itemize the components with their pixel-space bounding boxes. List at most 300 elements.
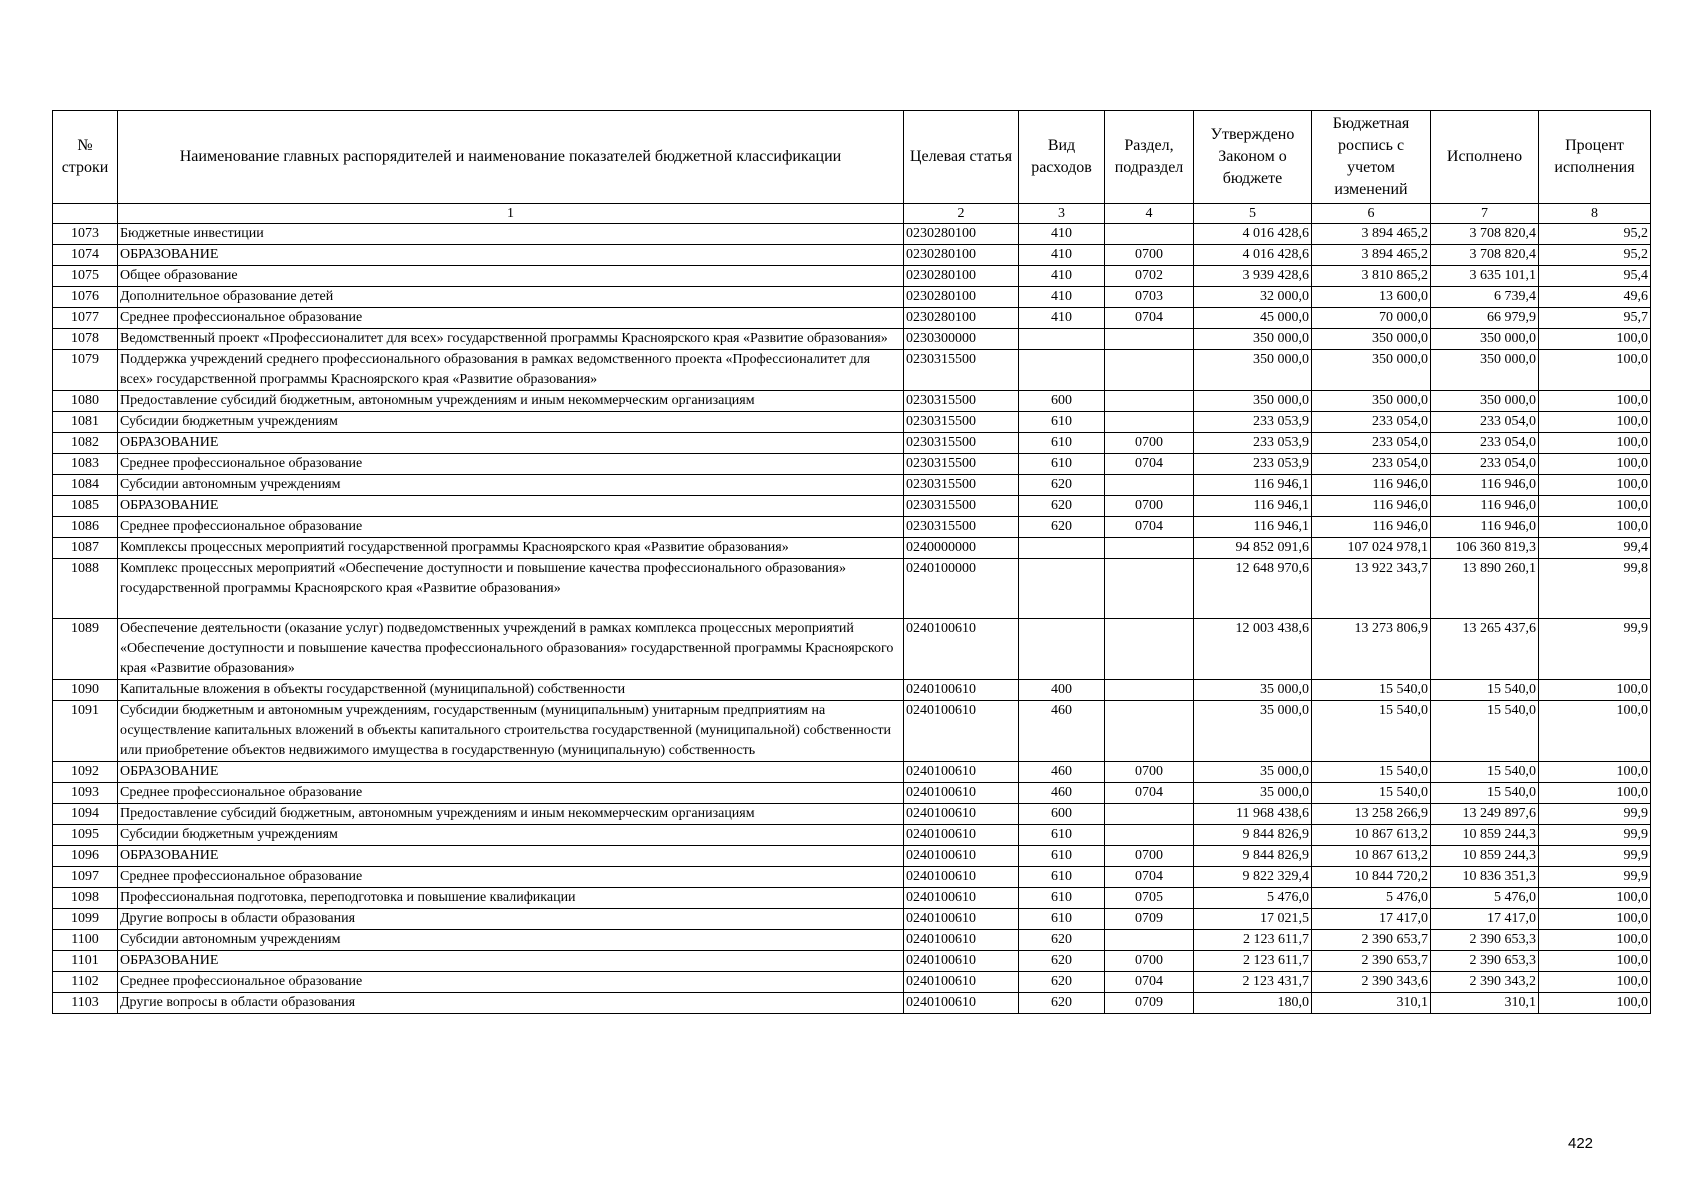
cell-budget-list: 2 390 653,7: [1312, 930, 1431, 951]
cell-target-article: 0240100610: [904, 825, 1019, 846]
cell-row-number: 1095: [53, 825, 118, 846]
cell-expense-type: 460: [1019, 701, 1105, 762]
cell-section: 0704: [1105, 972, 1194, 993]
cell-target-article: 0230315500: [904, 433, 1019, 454]
cell-budget-list: 233 054,0: [1312, 412, 1431, 433]
cell-target-article: 0240100610: [904, 701, 1019, 762]
cell-name: Другие вопросы в области образования: [118, 909, 904, 930]
table-row: [53, 245, 1651, 266]
cell-target-article: 0240100610: [904, 972, 1019, 993]
cell-approved: 350 000,0: [1194, 391, 1312, 412]
cell-name: Субсидии автономным учреждениям: [118, 930, 904, 951]
cell-executed: 10 859 244,3: [1431, 846, 1539, 867]
table-row: [53, 412, 1651, 433]
column-number: 5: [1194, 204, 1312, 224]
table-row: [53, 350, 1651, 391]
cell-executed: 2 390 343,2: [1431, 972, 1539, 993]
header-budget-list: Бюджетная роспись с учетом изменений: [1312, 111, 1431, 204]
cell-budget-list: 15 540,0: [1312, 680, 1431, 701]
cell-percent: 95,7: [1539, 308, 1651, 329]
cell-name: Среднее профессиональное образование: [118, 454, 904, 475]
cell-expense-type: 620: [1019, 517, 1105, 538]
column-number: 6: [1312, 204, 1431, 224]
cell-row-number: 1075: [53, 266, 118, 287]
cell-name: Другие вопросы в области образования: [118, 993, 904, 1014]
cell-budget-list: 13 600,0: [1312, 287, 1431, 308]
cell-approved: 116 946,1: [1194, 496, 1312, 517]
cell-budget-list: 3 894 465,2: [1312, 224, 1431, 245]
table-row: [53, 762, 1651, 783]
cell-budget-list: 116 946,0: [1312, 496, 1431, 517]
table-row: [53, 783, 1651, 804]
cell-section: [1105, 475, 1194, 496]
cell-budget-list: 13 258 266,9: [1312, 804, 1431, 825]
cell-target-article: 0240100610: [904, 867, 1019, 888]
table-body: [53, 224, 1651, 1014]
cell-target-article: 0230315500: [904, 391, 1019, 412]
cell-row-number: 1074: [53, 245, 118, 266]
cell-budget-list: 350 000,0: [1312, 391, 1431, 412]
cell-budget-list: 233 054,0: [1312, 454, 1431, 475]
cell-percent: 100,0: [1539, 888, 1651, 909]
cell-expense-type: 610: [1019, 433, 1105, 454]
cell-percent: 49,6: [1539, 287, 1651, 308]
cell-name: Капитальные вложения в объекты государственной (муниципальной) собственности: [118, 680, 904, 701]
cell-row-number: 1082: [53, 433, 118, 454]
cell-target-article: 0230315500: [904, 517, 1019, 538]
table-header: [53, 111, 1651, 224]
cell-row-number: 1088: [53, 559, 118, 619]
cell-percent: 99,8: [1539, 559, 1651, 619]
cell-target-article: 0240100610: [904, 762, 1019, 783]
cell-name: ОБРАЗОВАНИЕ: [118, 846, 904, 867]
cell-expense-type: [1019, 619, 1105, 680]
cell-expense-type: [1019, 538, 1105, 559]
cell-budget-list: 10 867 613,2: [1312, 825, 1431, 846]
cell-expense-type: 410: [1019, 287, 1105, 308]
cell-section: [1105, 538, 1194, 559]
cell-row-number: 1078: [53, 329, 118, 350]
table-row: [53, 867, 1651, 888]
cell-executed: 116 946,0: [1431, 496, 1539, 517]
cell-percent: 100,0: [1539, 701, 1651, 762]
cell-section: 0700: [1105, 762, 1194, 783]
cell-executed: 233 054,0: [1431, 412, 1539, 433]
table-row: [53, 993, 1651, 1014]
cell-percent: 100,0: [1539, 783, 1651, 804]
cell-name: ОБРАЗОВАНИЕ: [118, 433, 904, 454]
cell-percent: 100,0: [1539, 454, 1651, 475]
column-number: 4: [1105, 204, 1194, 224]
cell-target-article: 0240100610: [904, 909, 1019, 930]
cell-approved: 2 123 611,7: [1194, 951, 1312, 972]
cell-target-article: 0240100610: [904, 993, 1019, 1014]
cell-row-number: 1094: [53, 804, 118, 825]
cell-percent: 99,9: [1539, 619, 1651, 680]
cell-expense-type: 620: [1019, 496, 1105, 517]
cell-section: 0704: [1105, 454, 1194, 475]
cell-expense-type: 610: [1019, 909, 1105, 930]
cell-section: 0709: [1105, 909, 1194, 930]
cell-target-article: 0240100000: [904, 559, 1019, 619]
cell-executed: 3 635 101,1: [1431, 266, 1539, 287]
column-number: 7: [1431, 204, 1539, 224]
cell-target-article: 0230280100: [904, 287, 1019, 308]
cell-percent: 99,9: [1539, 825, 1651, 846]
cell-section: [1105, 559, 1194, 619]
cell-row-number: 1076: [53, 287, 118, 308]
cell-executed: 350 000,0: [1431, 391, 1539, 412]
cell-name: Комплекс процессных мероприятий «Обеспечение доступности и повышение качества профессионального образования» государственной программы Красноярского края «Развитие образования»: [118, 559, 904, 619]
budget-execution-table: [52, 110, 1651, 1014]
header-approved: Утверждено Законом о бюджете: [1194, 111, 1312, 204]
table-row: [53, 517, 1651, 538]
table-row: [53, 475, 1651, 496]
cell-target-article: 0240100610: [904, 951, 1019, 972]
cell-name: Среднее профессиональное образование: [118, 867, 904, 888]
cell-section: 0709: [1105, 993, 1194, 1014]
cell-name: Общее образование: [118, 266, 904, 287]
cell-executed: 15 540,0: [1431, 680, 1539, 701]
table-row: [53, 433, 1651, 454]
cell-executed: 5 476,0: [1431, 888, 1539, 909]
cell-approved: 35 000,0: [1194, 783, 1312, 804]
cell-budget-list: 2 390 653,7: [1312, 951, 1431, 972]
cell-expense-type: 410: [1019, 224, 1105, 245]
table-row: [53, 308, 1651, 329]
cell-percent: 100,0: [1539, 930, 1651, 951]
cell-percent: 100,0: [1539, 972, 1651, 993]
cell-approved: 233 053,9: [1194, 454, 1312, 475]
cell-name: Субсидии автономным учреждениям: [118, 475, 904, 496]
cell-approved: 35 000,0: [1194, 762, 1312, 783]
cell-executed: 116 946,0: [1431, 517, 1539, 538]
cell-section: 0700: [1105, 433, 1194, 454]
cell-row-number: 1087: [53, 538, 118, 559]
cell-budget-list: 70 000,0: [1312, 308, 1431, 329]
cell-expense-type: 600: [1019, 391, 1105, 412]
cell-name: Среднее профессиональное образование: [118, 783, 904, 804]
cell-budget-list: 3 894 465,2: [1312, 245, 1431, 266]
cell-percent: 100,0: [1539, 391, 1651, 412]
cell-approved: 11 968 438,6: [1194, 804, 1312, 825]
cell-percent: 100,0: [1539, 517, 1651, 538]
cell-expense-type: 620: [1019, 930, 1105, 951]
cell-row-number: 1084: [53, 475, 118, 496]
cell-expense-type: 610: [1019, 454, 1105, 475]
cell-approved: 233 053,9: [1194, 412, 1312, 433]
cell-name: Субсидии бюджетным учреждениям: [118, 825, 904, 846]
cell-expense-type: 410: [1019, 308, 1105, 329]
cell-row-number: 1081: [53, 412, 118, 433]
cell-approved: 5 476,0: [1194, 888, 1312, 909]
cell-target-article: 0230315500: [904, 496, 1019, 517]
cell-budget-list: 116 946,0: [1312, 517, 1431, 538]
table-row: [53, 888, 1651, 909]
table-row: [53, 496, 1651, 517]
cell-executed: 13 890 260,1: [1431, 559, 1539, 619]
cell-section: [1105, 224, 1194, 245]
cell-executed: 13 265 437,6: [1431, 619, 1539, 680]
cell-percent: 99,9: [1539, 804, 1651, 825]
cell-section: 0700: [1105, 496, 1194, 517]
cell-name: ОБРАЗОВАНИЕ: [118, 951, 904, 972]
cell-percent: 99,9: [1539, 846, 1651, 867]
cell-executed: 3 708 820,4: [1431, 224, 1539, 245]
cell-approved: 233 053,9: [1194, 433, 1312, 454]
cell-executed: 10 859 244,3: [1431, 825, 1539, 846]
cell-row-number: 1098: [53, 888, 118, 909]
cell-row-number: 1079: [53, 350, 118, 391]
cell-section: 0704: [1105, 783, 1194, 804]
cell-section: [1105, 930, 1194, 951]
cell-row-number: 1089: [53, 619, 118, 680]
table-row: [53, 846, 1651, 867]
cell-expense-type: 400: [1019, 680, 1105, 701]
cell-target-article: 0230315500: [904, 454, 1019, 475]
cell-name: Бюджетные инвестиции: [118, 224, 904, 245]
cell-name: Среднее профессиональное образование: [118, 517, 904, 538]
cell-section: 0700: [1105, 245, 1194, 266]
cell-budget-list: 233 054,0: [1312, 433, 1431, 454]
cell-row-number: 1103: [53, 993, 118, 1014]
cell-name: Субсидии бюджетным учреждениям: [118, 412, 904, 433]
cell-name: Профессиональная подготовка, переподготовка и повышение квалификации: [118, 888, 904, 909]
cell-expense-type: 600: [1019, 804, 1105, 825]
cell-executed: 13 249 897,6: [1431, 804, 1539, 825]
cell-expense-type: 410: [1019, 266, 1105, 287]
cell-expense-type: 620: [1019, 993, 1105, 1014]
cell-expense-type: 610: [1019, 412, 1105, 433]
cell-budget-list: 10 844 720,2: [1312, 867, 1431, 888]
cell-approved: 350 000,0: [1194, 350, 1312, 391]
cell-executed: 15 540,0: [1431, 762, 1539, 783]
cell-expense-type: 610: [1019, 888, 1105, 909]
cell-executed: 17 417,0: [1431, 909, 1539, 930]
cell-percent: 100,0: [1539, 496, 1651, 517]
cell-approved: 2 123 431,7: [1194, 972, 1312, 993]
cell-name: Дополнительное образование детей: [118, 287, 904, 308]
cell-section: 0704: [1105, 517, 1194, 538]
cell-section: 0703: [1105, 287, 1194, 308]
cell-section: 0702: [1105, 266, 1194, 287]
column-number: 3: [1019, 204, 1105, 224]
cell-name: Предоставление субсидий бюджетным, автономным учреждениям и иным некоммерческим организациям: [118, 391, 904, 412]
cell-approved: 4 016 428,6: [1194, 224, 1312, 245]
cell-section: [1105, 329, 1194, 350]
table-row: [53, 909, 1651, 930]
cell-executed: 106 360 819,3: [1431, 538, 1539, 559]
table-row: [53, 972, 1651, 993]
cell-target-article: 0230280100: [904, 308, 1019, 329]
cell-executed: 233 054,0: [1431, 433, 1539, 454]
cell-percent: 100,0: [1539, 350, 1651, 391]
cell-percent: 100,0: [1539, 680, 1651, 701]
cell-percent: 100,0: [1539, 951, 1651, 972]
cell-target-article: 0230300000: [904, 329, 1019, 350]
cell-approved: 350 000,0: [1194, 329, 1312, 350]
table-row: [53, 391, 1651, 412]
page-number: 422: [1568, 1135, 1594, 1152]
column-number: 2: [904, 204, 1019, 224]
cell-budget-list: 15 540,0: [1312, 762, 1431, 783]
cell-section: [1105, 391, 1194, 412]
table-row: [53, 454, 1651, 475]
cell-percent: 100,0: [1539, 433, 1651, 454]
column-number: [53, 204, 118, 224]
cell-target-article: 0240100610: [904, 783, 1019, 804]
header-row-number: № строки: [53, 111, 118, 204]
cell-budget-list: 15 540,0: [1312, 701, 1431, 762]
cell-section: [1105, 680, 1194, 701]
table-row: [53, 559, 1651, 619]
cell-expense-type: 610: [1019, 846, 1105, 867]
header-target-article: Целевая статья: [904, 111, 1019, 204]
cell-percent: 95,4: [1539, 266, 1651, 287]
cell-approved: 9 822 329,4: [1194, 867, 1312, 888]
cell-budget-list: 350 000,0: [1312, 329, 1431, 350]
cell-approved: 2 123 611,7: [1194, 930, 1312, 951]
cell-row-number: 1100: [53, 930, 118, 951]
header-executed: Исполнено: [1431, 111, 1539, 204]
cell-row-number: 1077: [53, 308, 118, 329]
cell-section: [1105, 412, 1194, 433]
cell-percent: 99,9: [1539, 867, 1651, 888]
cell-row-number: 1092: [53, 762, 118, 783]
cell-percent: 95,2: [1539, 224, 1651, 245]
cell-name: Поддержка учреждений среднего профессионального образования в рамках ведомственного проекта «Профессионалитет для всех» государственной программы Красноярского края «Развитие образования»: [118, 350, 904, 391]
cell-target-article: 0240100610: [904, 680, 1019, 701]
cell-row-number: 1096: [53, 846, 118, 867]
cell-approved: 94 852 091,6: [1194, 538, 1312, 559]
column-number: 8: [1539, 204, 1651, 224]
cell-budget-list: 15 540,0: [1312, 783, 1431, 804]
cell-expense-type: 620: [1019, 475, 1105, 496]
cell-target-article: 0240100610: [904, 888, 1019, 909]
cell-approved: 3 939 428,6: [1194, 266, 1312, 287]
cell-section: 0700: [1105, 951, 1194, 972]
cell-expense-type: 410: [1019, 245, 1105, 266]
cell-approved: 17 021,5: [1194, 909, 1312, 930]
cell-expense-type: [1019, 329, 1105, 350]
cell-expense-type: 610: [1019, 825, 1105, 846]
cell-executed: 66 979,9: [1431, 308, 1539, 329]
cell-executed: 350 000,0: [1431, 329, 1539, 350]
cell-target-article: 0240100610: [904, 846, 1019, 867]
table-row: [53, 619, 1651, 680]
table-row: [53, 951, 1651, 972]
table-row: [53, 538, 1651, 559]
cell-target-article: 0240100610: [904, 930, 1019, 951]
cell-percent: 100,0: [1539, 329, 1651, 350]
cell-row-number: 1091: [53, 701, 118, 762]
cell-approved: 180,0: [1194, 993, 1312, 1014]
cell-section: [1105, 350, 1194, 391]
cell-name: Обеспечение деятельности (оказание услуг) подведомственных учреждений в рамках комплекса процессных мероприятий «Обеспечение доступности и повышение качества профессионального образования» государственной программы Красноярского края «Развитие образования»: [118, 619, 904, 680]
cell-executed: 116 946,0: [1431, 475, 1539, 496]
cell-approved: 45 000,0: [1194, 308, 1312, 329]
cell-row-number: 1073: [53, 224, 118, 245]
cell-name: Предоставление субсидий бюджетным, автономным учреждениям и иным некоммерческим организациям: [118, 804, 904, 825]
cell-executed: 233 054,0: [1431, 454, 1539, 475]
cell-budget-list: 116 946,0: [1312, 475, 1431, 496]
table-row: [53, 825, 1651, 846]
cell-approved: 35 000,0: [1194, 701, 1312, 762]
cell-row-number: 1097: [53, 867, 118, 888]
cell-budget-list: 350 000,0: [1312, 350, 1431, 391]
cell-section: [1105, 825, 1194, 846]
cell-executed: 15 540,0: [1431, 701, 1539, 762]
cell-approved: 9 844 826,9: [1194, 825, 1312, 846]
table-row: [53, 266, 1651, 287]
column-number: 1: [118, 204, 904, 224]
cell-expense-type: 610: [1019, 867, 1105, 888]
cell-percent: 95,2: [1539, 245, 1651, 266]
cell-name: ОБРАЗОВАНИЕ: [118, 496, 904, 517]
cell-expense-type: 620: [1019, 951, 1105, 972]
cell-budget-list: 10 867 613,2: [1312, 846, 1431, 867]
header-percent: Процент исполнения: [1539, 111, 1651, 204]
table-row: [53, 224, 1651, 245]
cell-section: 0704: [1105, 308, 1194, 329]
table-row: [53, 287, 1651, 308]
header-name: Наименование главных распорядителей и наименование показателей бюджетной классификации: [118, 111, 904, 204]
cell-row-number: 1093: [53, 783, 118, 804]
cell-budget-list: 3 810 865,2: [1312, 266, 1431, 287]
cell-name: ОБРАЗОВАНИЕ: [118, 245, 904, 266]
cell-approved: 4 016 428,6: [1194, 245, 1312, 266]
cell-executed: 350 000,0: [1431, 350, 1539, 391]
cell-executed: 2 390 653,3: [1431, 951, 1539, 972]
cell-row-number: 1086: [53, 517, 118, 538]
cell-percent: 100,0: [1539, 993, 1651, 1014]
cell-name: Субсидии бюджетным и автономным учреждениям, государственным (муниципальным) унитарным предприятиям на осуществление капитальных вложений в объекты капитального строительства государственной (муниципальной) собственности или приобретение объектов недвижимого имущества в государственную (муниципальную) собственность: [118, 701, 904, 762]
table-row: [53, 701, 1651, 762]
cell-expense-type: 460: [1019, 762, 1105, 783]
cell-approved: 116 946,1: [1194, 475, 1312, 496]
cell-approved: 12 003 438,6: [1194, 619, 1312, 680]
cell-expense-type: 620: [1019, 972, 1105, 993]
cell-approved: 35 000,0: [1194, 680, 1312, 701]
table-row: [53, 680, 1651, 701]
cell-budget-list: 13 922 343,7: [1312, 559, 1431, 619]
cell-row-number: 1085: [53, 496, 118, 517]
cell-name: ОБРАЗОВАНИЕ: [118, 762, 904, 783]
table-row: [53, 930, 1651, 951]
cell-name: Ведомственный проект «Профессионалитет для всех» государственной программы Красноярского края «Развитие образования»: [118, 329, 904, 350]
cell-row-number: 1101: [53, 951, 118, 972]
cell-row-number: 1083: [53, 454, 118, 475]
cell-percent: 100,0: [1539, 762, 1651, 783]
cell-section: [1105, 701, 1194, 762]
cell-percent: 100,0: [1539, 909, 1651, 930]
cell-target-article: 0230280100: [904, 224, 1019, 245]
cell-section: 0700: [1105, 846, 1194, 867]
cell-expense-type: 460: [1019, 783, 1105, 804]
cell-section: 0705: [1105, 888, 1194, 909]
cell-target-article: 0230280100: [904, 266, 1019, 287]
cell-executed: 310,1: [1431, 993, 1539, 1014]
cell-percent: 100,0: [1539, 475, 1651, 496]
cell-section: [1105, 804, 1194, 825]
cell-executed: 2 390 653,3: [1431, 930, 1539, 951]
cell-row-number: 1102: [53, 972, 118, 993]
cell-section: [1105, 619, 1194, 680]
cell-target-article: 0240100610: [904, 619, 1019, 680]
cell-row-number: 1099: [53, 909, 118, 930]
cell-budget-list: 107 024 978,1: [1312, 538, 1431, 559]
cell-percent: 99,4: [1539, 538, 1651, 559]
